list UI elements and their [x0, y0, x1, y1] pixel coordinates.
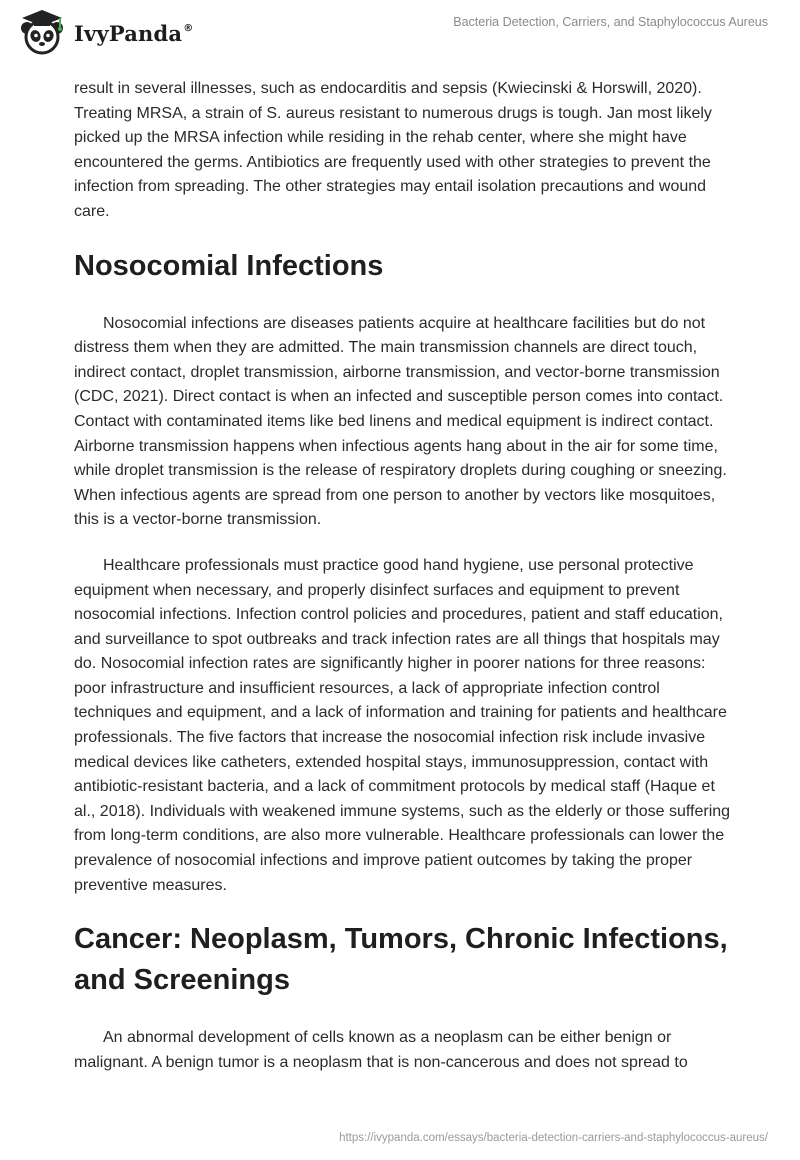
- registered-mark: ®: [183, 22, 194, 34]
- ivypanda-logo[interactable]: [16, 8, 193, 58]
- logo-wordmark: IvyPanda®: [74, 20, 194, 46]
- section-heading-cancer: Cancer: Neoplasm, Tumors, Chronic Infections, and Screenings: [74, 923, 728, 997]
- panda-graduate-icon: [16, 8, 68, 58]
- paragraph: An abnormal development of cells known as a neoplasm can be either benign or malignant. A benign tumor is a neoplasm that is non-cancerous and does not spread to: [74, 1029, 688, 1071]
- essay-body: [74, 77, 734, 1096]
- document-title: Bacteria Detection, Carriers, and Staphylococcus Aureus: [453, 15, 768, 29]
- source-url-link[interactable]: https://ivypanda.com/essays/bacteria-detection-carriers-and-staphylococcus-aureus/: [339, 1132, 768, 1144]
- paragraph: Healthcare professionals must practice good hand hygiene, use personal protective equipment when necessary, and properly disinfect surfaces and equipment to prevent nosocomial infections. Infection control policies and procedures, patient and staff education, and surveillance to spot outbreaks and track infection rates are all things that hospitals may do. Nosocomial infection rates are significantly higher in poorer nations for three reasons: poor infrastructure and insufficient resources, a lack of appropriate infection control techniques and equipment, and a lack of information and training for patients and healthcare professionals. The five factors that increase the nosocomial infection risk include invasive medical devices like catheters, extended hospital stays, immunosuppression, contact with antibiotic-resistant bacteria, and a lack of commitment protocols by medical staff (Haque et al., 2018). Individuals with weakened immune systems, such as the elderly or those suffering from long-term conditions, are also more vulnerable. Healthcare professionals can lower the prevalence of nosocomial infections and improve patient outcomes by taking the proper preventive measures.: [74, 556, 731, 894]
- section-heading-nosocomial: Nosocomial Infections: [74, 249, 384, 282]
- page-header: [0, 0, 800, 64]
- paragraph: Nosocomial infections are diseases patients acquire at healthcare facilities but do not distress them when they are admitted. The main transmission channels are direct touch, indirect contact, droplet transmission, airborne transmission, and vector-borne transmission (CDC, 2021). Direct contact is when an infected and susceptible person comes into contact. Contact with contaminated items like bed linens and medical equipment is indirect contact. Airborne transmission happens when infectious agents hang about in the air for some time, while droplet transmission is the release of respiratory droplets during coughing or sneezing. When infectious agents are spread from one person to another by vectors like mosquitoes, this is a vector-borne transmission.: [74, 314, 727, 529]
- intro-paragraph: result in several illnesses, such as endocarditis and sepsis (Kwiecinski & Horswill, 2020). Treating MRSA, a strain of S. aureus resistant to numerous drugs is tough. Jan most likely picked up the MRSA infection while residing in the rehab center, where she might have encountered the germs. Antibiotics are frequently used with other strategies to prevent the infection from spreading. The other strategies may entail isolation precautions and wound care.: [74, 80, 712, 220]
